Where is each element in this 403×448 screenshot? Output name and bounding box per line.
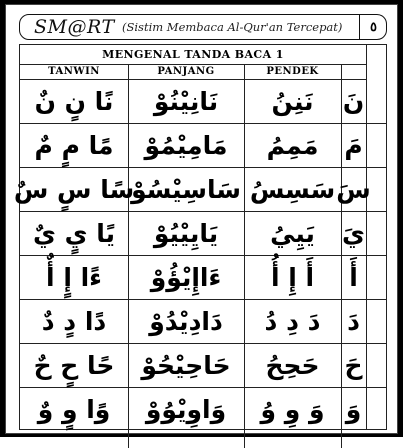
tanwin-cell: يًا يٍ يٌ (33, 219, 116, 248)
brand-subtitle: (Sistim Membaca Al-Qur'an Tercepat) (122, 20, 343, 34)
panjang-cell: يَايِيْيُوْ (153, 219, 219, 248)
brand-logo: SM@RT (34, 16, 115, 38)
panjang-cell: ءَاإِيْؤُوْ (150, 263, 222, 292)
pendek-cell: دَ دِ دُ (264, 307, 321, 336)
tanwin-cell: وًا وٍ وٌ (37, 395, 111, 424)
tanwin-cell: مًا مٍ مٌ (34, 131, 114, 160)
letter-cell: أَ (349, 263, 358, 292)
reading-table (13, 44, 387, 430)
tanwin-cell: دًا دٍ دٌ (41, 307, 107, 336)
panjang-cell: مَامِيْمُوْ (144, 131, 228, 160)
table-row (13, 168, 386, 212)
table-row (20, 388, 386, 432)
panjang-cell: دَادِيْدُوْ (149, 307, 223, 336)
column-header-pendek: PENDEK (244, 64, 341, 80)
pendek-cell: وَ وِ وُ (260, 395, 325, 424)
pendek-cell: سَسِسُ (249, 175, 336, 204)
letter-cell: سَ (336, 175, 371, 204)
table-row (20, 300, 386, 344)
table-row (20, 256, 386, 300)
pendek-cell: مَمِمُ (266, 131, 319, 160)
pendek-cell: نَنِنُ (271, 87, 314, 116)
panjang-cell: حَاحِيْحُوْ (141, 351, 231, 380)
letter-cell: حَ (344, 351, 363, 380)
table-title: MENGENAL TANDA BACA 1 (20, 45, 366, 65)
letter-cell: مَ (344, 131, 363, 160)
table-row (20, 212, 386, 256)
letter-cell: وَ (345, 395, 362, 424)
tanwin-cell: حًا حٍ حٌ (33, 351, 115, 380)
column-header-panjang: PANJANG (128, 64, 244, 80)
letter-cell: نَ (342, 87, 365, 116)
page-number: ٥ (359, 14, 387, 40)
letter-cell: يَ (342, 219, 365, 248)
table-row (20, 124, 386, 168)
column-header-tanwin: TANWIN (20, 64, 128, 80)
header-banner (19, 14, 387, 40)
panjang-cell: وَاوِيْوُوْ (145, 395, 227, 424)
tanwin-cell: نًا نٍ نٌ (34, 87, 114, 116)
pendek-cell: أَ إِ أُ (270, 263, 315, 292)
column-header-letter (341, 64, 366, 80)
panjang-cell: سَاسِيْسُوْ (131, 175, 241, 204)
pendek-cell: يَيِيُ (270, 219, 315, 248)
table-row (20, 80, 386, 124)
tanwin-cell: ءًا إٍ أٌ (46, 263, 102, 292)
tanwin-cell: سًا سٍ سٌ (13, 175, 135, 204)
panjang-cell: نَانِيْنُوْ (153, 87, 219, 116)
table-row (20, 344, 386, 388)
letter-cell: دَ (347, 307, 360, 336)
pendek-cell: حَحِحُ (265, 351, 320, 380)
worksheet-page (5, 4, 398, 434)
